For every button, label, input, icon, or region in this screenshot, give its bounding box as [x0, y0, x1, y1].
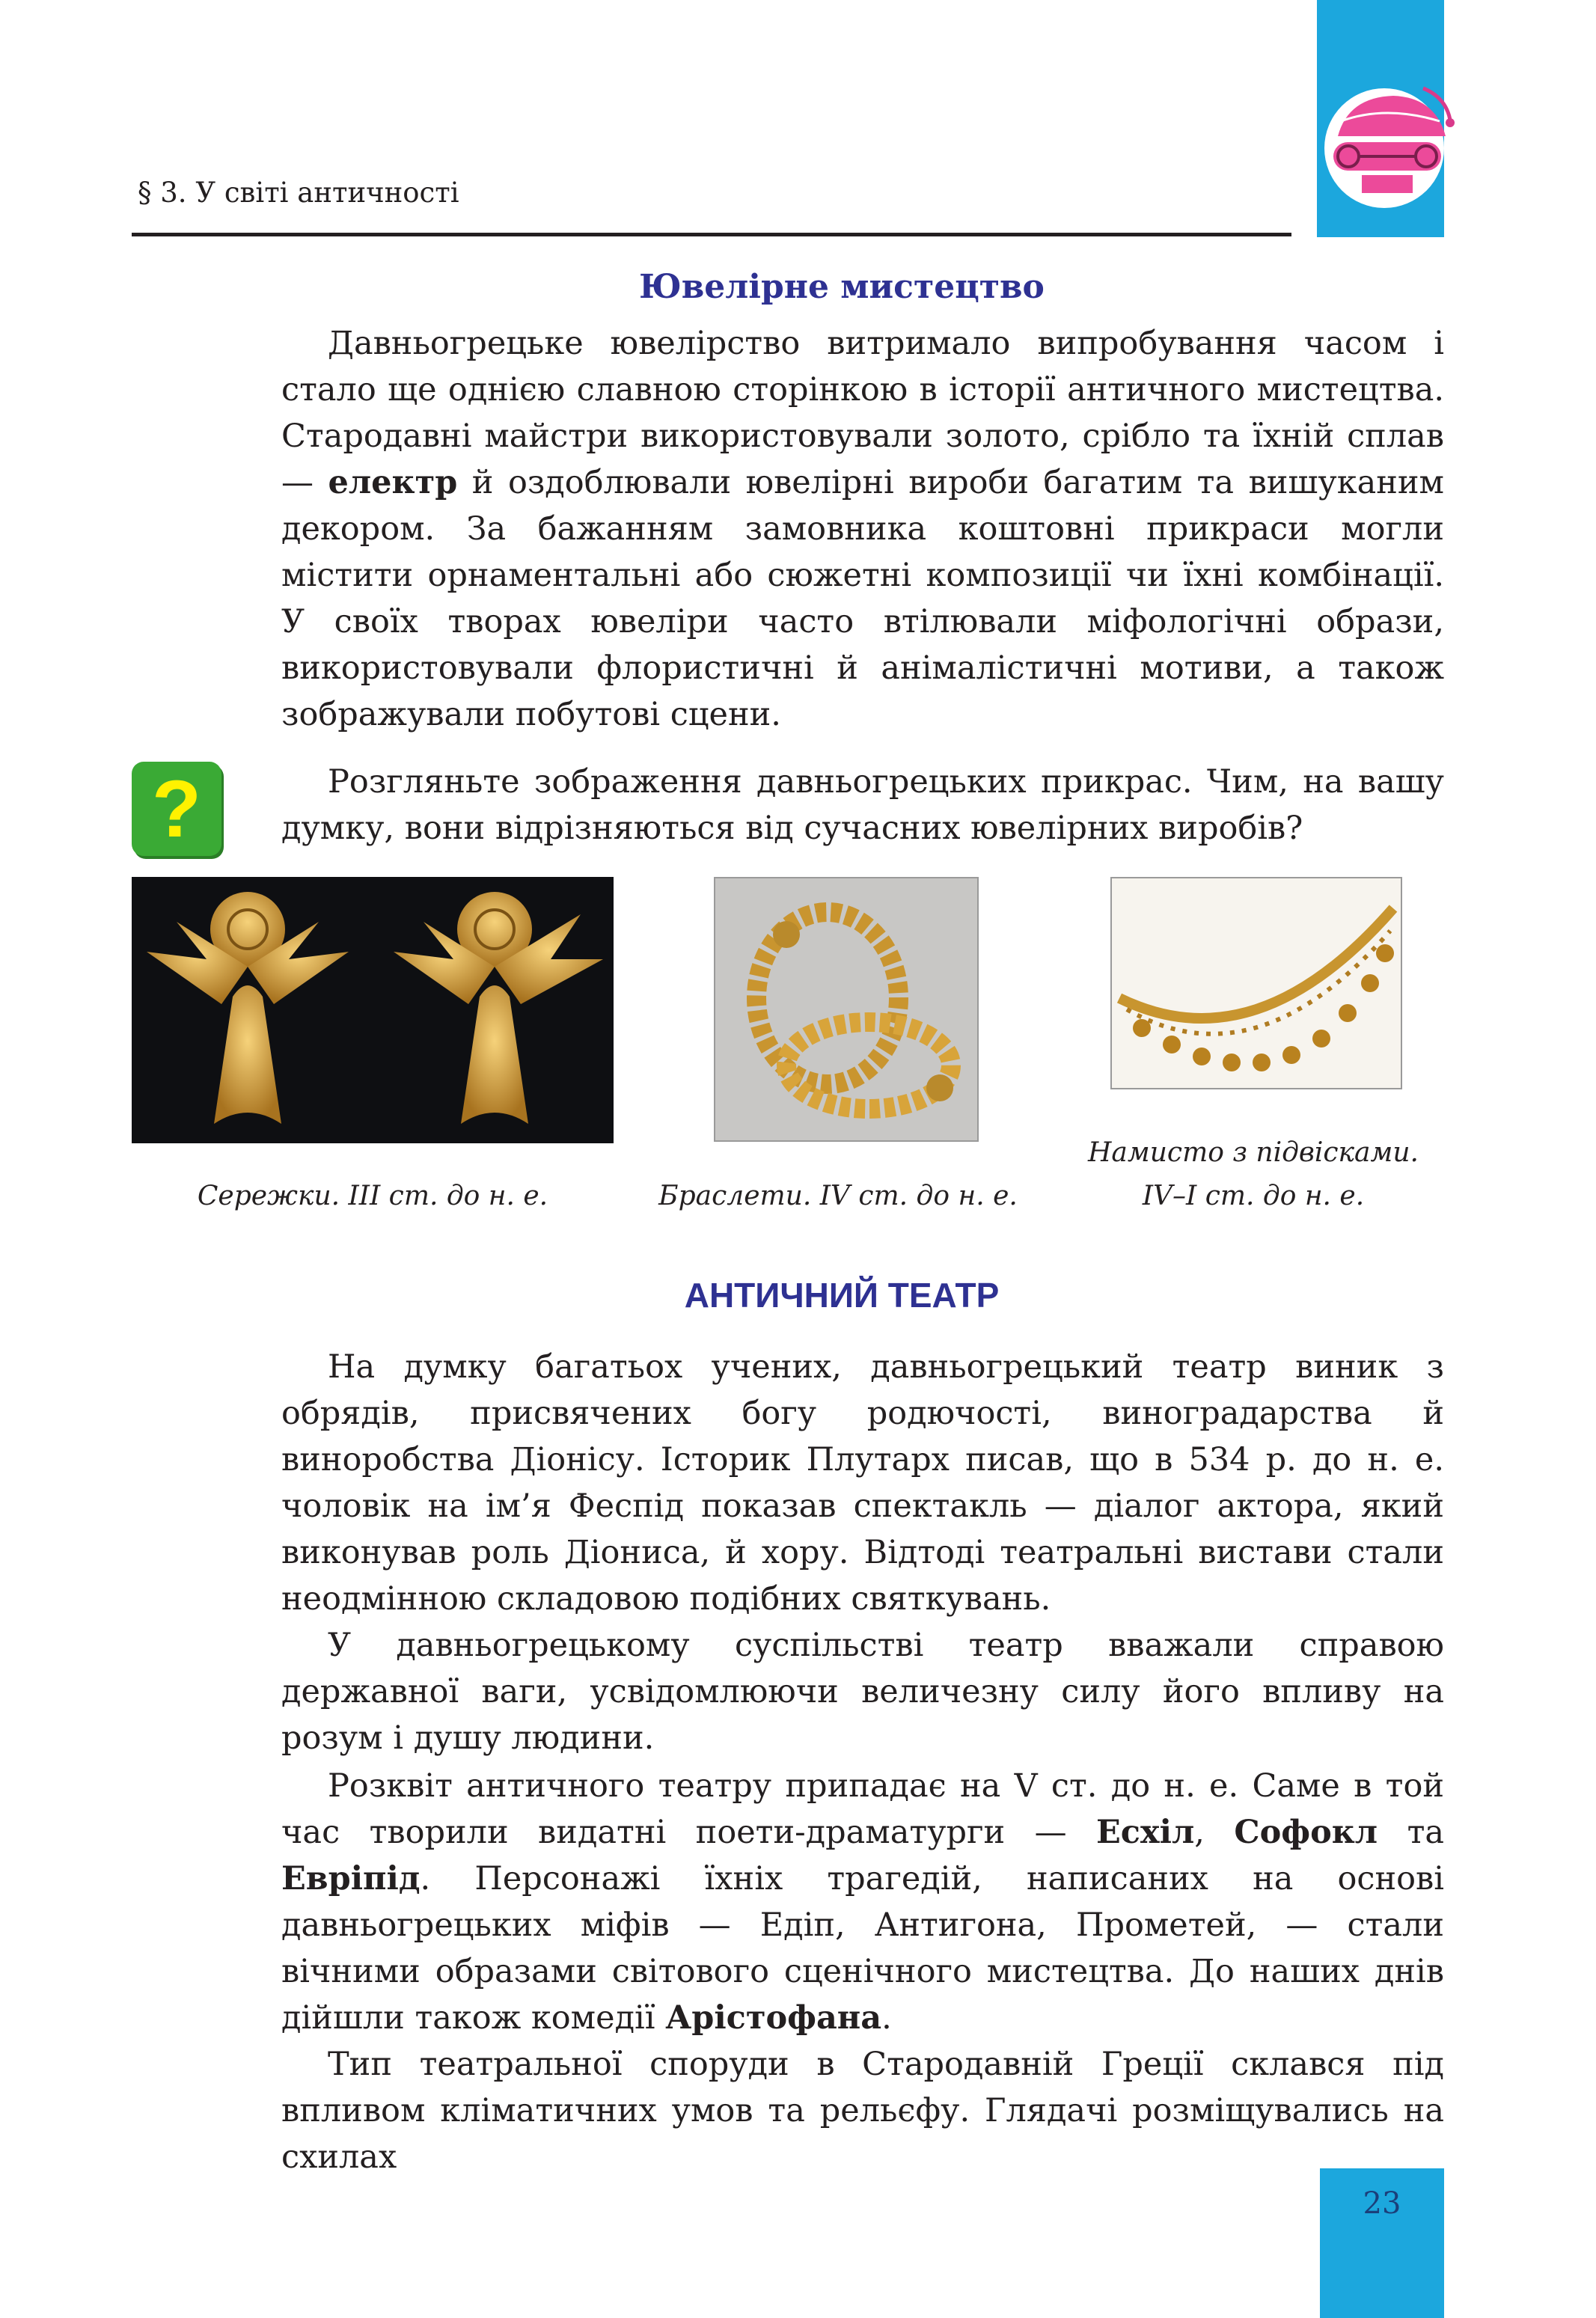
ionic-column-icon	[1303, 75, 1461, 224]
chapter-header: § 3. У світі античності	[138, 177, 459, 209]
question-text: Розгляньте зображення давньогрецьких прикрас. Чим, на вашу думку, вони відрізняються від сучасних ювелірних виробів?	[281, 763, 1444, 847]
caption-necklace-line1: Намисто з підвісками.	[1088, 1137, 1419, 1168]
question-mark-icon: ?	[152, 763, 201, 854]
theatre-paragraph-4: Тип театральної споруди в Стародавній Греції склався під впливом кліматичних умов та рельєфу. Глядачі розміщувались на схилах	[281, 2046, 1444, 2176]
caption-bracelets: Браслети. IV ст. до н. е.	[658, 1181, 1018, 1211]
earring-left	[147, 892, 349, 1124]
header-rule	[132, 233, 1291, 236]
bracelets-image	[714, 877, 979, 1142]
page-number: 23	[1363, 2186, 1401, 2221]
caption-necklace-line2: IV–I ст. до н. е.	[1142, 1181, 1365, 1211]
jewelry-paragraph: Давньогрецьке ювелірство витримало випробування часом і стало ще однією славною сторінкою в історії античного мистецтва. Стародавні майстри використовували золото, срібло та їхній сплав — електр й оздоблювали ювелірні вироби багатим та вишуканим декором. За бажанням замовника коштовні прикраси могли містити орнаментальні або сюжетні композиції чи їхні комбінації. У своїх творах ювеліри часто втілювали міфологічні образи, використовували флористичні й анімалістичні мотиви, а також зображували побутові сцени.	[281, 325, 1444, 733]
section-title-jewelry: Ювелірне мистецтво	[639, 268, 1045, 306]
caption-earrings: Сережки. III ст. до н. е.	[197, 1181, 548, 1211]
theatre-paragraph-2: У давньогрецькому суспільстві театр вважали справою державної ваги, усвідомлюючи величезну силу його впливу на розум і душу людини.	[281, 1627, 1444, 1757]
section-title-theatre: АНТИЧНИЙ ТЕАТР	[684, 1276, 1000, 1315]
necklace-image	[1110, 877, 1402, 1089]
earring-right	[394, 892, 603, 1124]
theatre-paragraph-1: На думку багатьох учених, давньогрецький театр виник з обрядів, присвячених богу родючості, виноградарства й виноробства Діонісу. Історик Плутарх писав, що в 534 р. до н. е. чоловік на ім’я Феспід показав спектакль — діалог актора, який виконував роль Діониса, й хору. Відтоді театральні вистави стали неодмінною складовою подібних святкувань.	[281, 1348, 1444, 1618]
theatre-paragraph-3: Розквіт античного театру припадає на V ст. до н. е. Саме в той час творили видатні поети-драматурги — Есхіл, Софокл та Евріпід. Персонажі їхніх трагедій, написаних на основі давньогрецьких міфів — Едіп, Антигона, Прометей, — стали вічними образами світового сценічного мистецтва. До наших днів дійшли також комедії Арістофана.	[281, 1767, 1444, 2037]
earrings-image	[132, 877, 614, 1143]
